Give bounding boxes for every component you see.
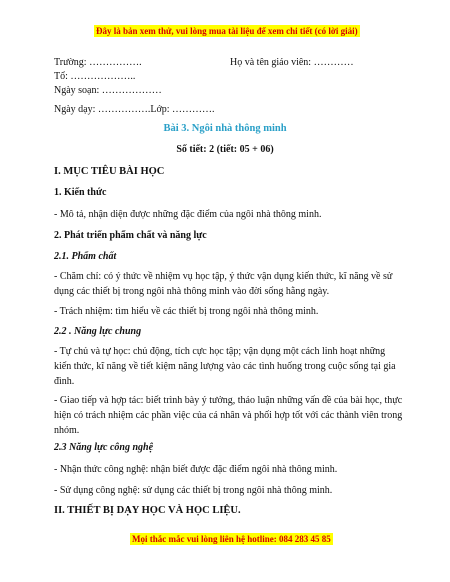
heading-knowledge: 1. Kiến thức xyxy=(54,187,107,198)
hotline-banner: Mọi thắc mắc vui lòng liên hệ hotline: 084 283 45 85 xyxy=(132,534,331,544)
school-field: Trường: ……………. xyxy=(54,57,142,68)
text-diligence: - Chăm chỉ: có ý thức về nhiệm vụ học tập, ý thức vận dụng kiến thức, kĩ năng về sử dụng các thiết bị trong ngôi nhà thông minh vào đời sống hằng ngày. xyxy=(54,271,393,297)
section-heading-objectives: I. MỤC TIÊU BÀI HỌC xyxy=(54,166,165,177)
preview-notice-banner: Đây là bản xem thử, vui lòng mua tài liệu để xem chi tiết (có lời giải) xyxy=(96,26,358,36)
prep-date-field: Ngày soạn: ……………… xyxy=(54,85,162,96)
heading-qualities-competencies: 2. Phát triển phẩm chất và năng lực xyxy=(54,230,207,241)
periods-line: Số tiết: 2 (tiết: 05 + 06) xyxy=(176,144,274,155)
heading-qualities: 2.1. Phẩm chất xyxy=(54,251,117,262)
heading-general-competencies: 2.2 . Năng lực chung xyxy=(54,326,142,337)
text-communication: - Giao tiếp và hợp tác: biết trình bày ý tưởng, thảo luận những vấn đề của bài học, thực hiện có trách nhiệm các phần việc của cá nhân và phối hợp tốt với các thành viên trong nhóm. xyxy=(54,395,403,436)
section-heading-equipment: II. THIẾT BỊ DẠY HỌC VÀ HỌC LIỆU. xyxy=(54,505,241,516)
lesson-title: Bài 3. Ngôi nhà thông minh xyxy=(163,123,287,134)
group-field: Tổ: ……………….. xyxy=(54,71,136,82)
text-knowledge: - Mô tả, nhận diện được những đặc điểm của ngôi nhà thông minh. xyxy=(54,209,322,220)
text-self-learning: - Tự chủ và tự học: chủ động, tích cực học tập; vận dụng một cách linh hoạt những kiến thức, kĩ năng về tiết kiệm năng lượng vào các tình huống trong cuộc sống tại gia đình. xyxy=(54,346,396,387)
teach-date-class-field: Ngày dạy: …………….Lớp: …………. xyxy=(54,104,215,115)
teacher-field: Họ và tên giáo viên: ………… xyxy=(230,57,354,68)
heading-tech-competency: 2.3 Năng lực công nghệ xyxy=(54,442,154,453)
text-tech-usage: - Sử dụng công nghệ: sử dụng các thiết bị trong ngôi nhà thông minh. xyxy=(54,485,333,496)
text-responsibility: - Trách nhiệm: tìm hiểu về các thiết bị trong ngôi nhà thông minh. xyxy=(54,306,319,317)
text-tech-awareness: - Nhận thức công nghệ: nhận biết được đặc điểm ngôi nhà thông minh. xyxy=(54,464,338,475)
